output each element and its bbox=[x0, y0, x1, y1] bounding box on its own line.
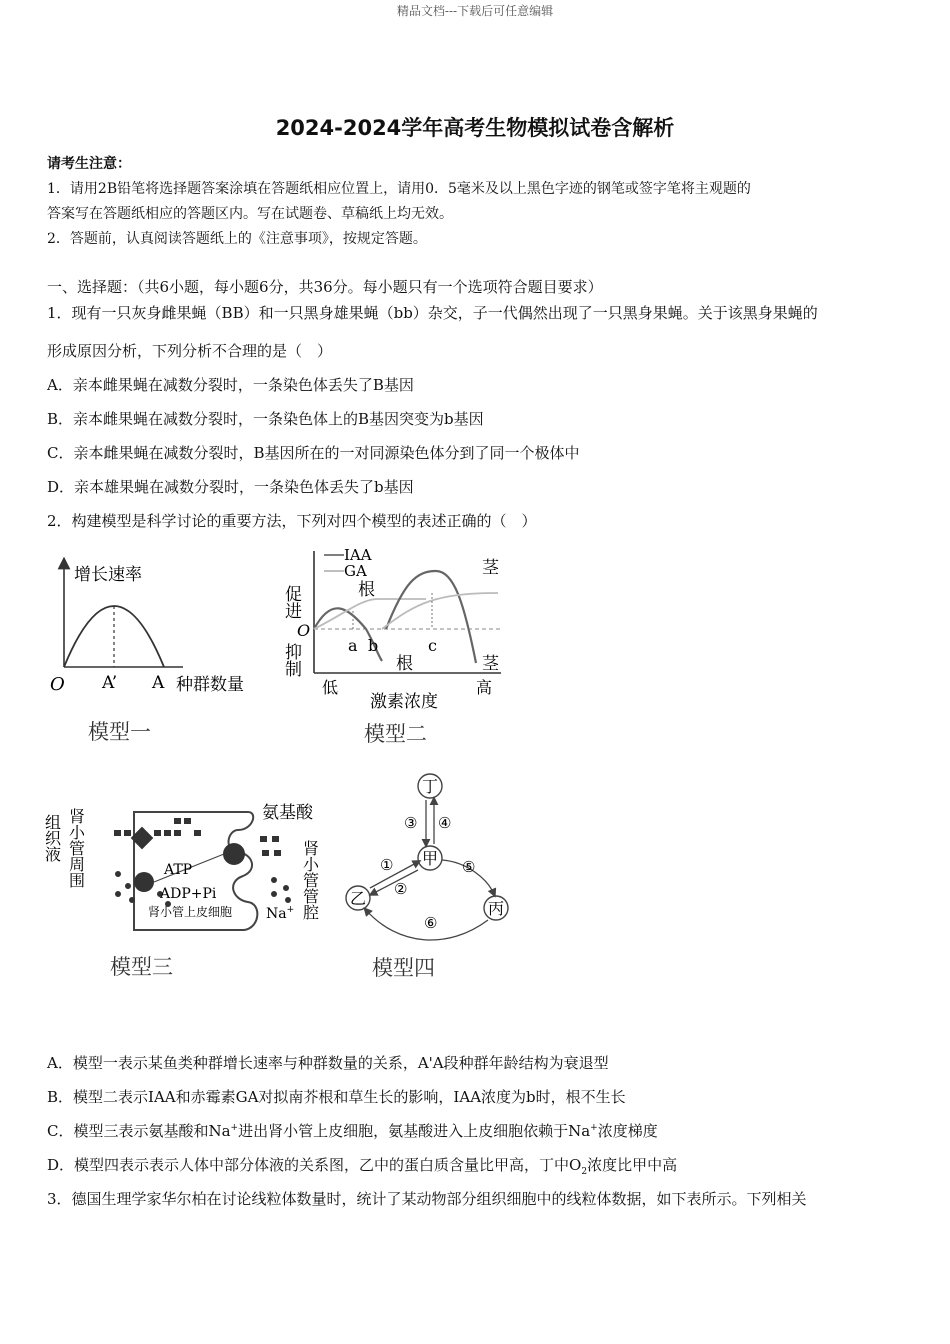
model2-label-a: a bbox=[348, 636, 358, 655]
model4-label-1: ① bbox=[380, 856, 394, 874]
model3-adp: ADP+Pi bbox=[160, 886, 217, 902]
model3-cell-label: 肾小管上皮细胞 bbox=[148, 905, 233, 919]
model2-origin: O bbox=[297, 621, 311, 640]
model3-atp: ATP bbox=[164, 862, 193, 878]
notice-item1-cont: 答案写在答题纸相应的答题区内。写在试题卷、草稿纸上均无效。 bbox=[47, 206, 453, 222]
model1-origin: O bbox=[50, 674, 65, 695]
model3-carrier-circle-right bbox=[223, 843, 245, 865]
model3-right-label: 肾小管管腔 bbox=[300, 840, 320, 920]
model2-xlabel: 激素浓度 bbox=[370, 692, 438, 712]
model3-left-label-2: 肾小管周围 bbox=[66, 808, 86, 888]
model2-caption: 模型二 bbox=[364, 722, 427, 746]
model2-label-c: c bbox=[428, 636, 437, 655]
model4-label-2: ② bbox=[394, 880, 408, 898]
model3-carrier-circle-left bbox=[134, 872, 154, 892]
q1-stem: 1．现有一只灰身雌果蝇（BB）和一只黑身雄果蝇（bb）杂交，子一代偶然出现了一只黑身果蝇。关于该黑身果蝇的 bbox=[47, 304, 818, 322]
model4-bing: 丙 bbox=[488, 899, 505, 918]
q1-option-a: A．亲本雌果蝇在减数分裂时，一条染色体丢失了B基因 bbox=[47, 376, 414, 394]
model4-label-4: ④ bbox=[438, 814, 452, 832]
model1-xlabel: 种群数量 bbox=[176, 675, 244, 695]
q2-option-a: A．模型一表示某鱼类种群增长速率与种群数量的关系，A'A段种群年龄结构为衰退型 bbox=[47, 1054, 609, 1072]
model1-ylabel: 增长速率 bbox=[74, 565, 142, 585]
model2-legend-ga: GA bbox=[344, 562, 367, 580]
section-heading: 一、选择题：（共6小题，每小题6分，共36分。每小题只有一个选项符合题目要求） bbox=[47, 278, 603, 296]
q2-option-d: D．模型四表示表示人体中部分体液的关系图，乙中的蛋白质含量比甲高，丁中$O_2$浓度比甲中高 bbox=[47, 1156, 678, 1177]
notice-item1: 1．请用2B铅笔将选择题答案涂填在答题纸相应位置上，请用0．5毫米及以上黑色字迹的钢笔或签字笔将主观题的 bbox=[47, 181, 751, 197]
model2-root-label-bottom: 根 bbox=[396, 654, 413, 674]
q2-option-b: B．模型二表示IAA和赤霉素GA对拟南芥根和草生长的影响，IAA浓度为b时，根不生长 bbox=[47, 1088, 626, 1106]
q1-option-d: D．亲本雄果蝇在减数分裂时，一条染色体丢失了b基因 bbox=[47, 478, 414, 496]
model4-caption: 模型四 bbox=[372, 956, 435, 980]
model4-jia: 甲 bbox=[422, 849, 439, 868]
model1-tick-a: A bbox=[152, 673, 165, 693]
model1-caption: 模型一 bbox=[88, 720, 151, 744]
q1-stem-cont: 形成原因分析，下列分析不合理的是（ ） bbox=[47, 342, 333, 360]
page-header: 精品文档---下载后可任意编辑 bbox=[396, 4, 554, 18]
model2-x-high: 高 bbox=[476, 678, 493, 697]
model2-legend-iaa: IAA bbox=[344, 546, 372, 564]
model3-left-label-1: 组织液 bbox=[42, 814, 62, 862]
notice-heading: 请考生注意： bbox=[47, 156, 131, 172]
q1-option-c: C．亲本雌果蝇在减数分裂时，B基因所在的一对同源染色体分到了同一个极体中 bbox=[47, 444, 580, 462]
model2-ylabel-bottom: 抑制 bbox=[281, 643, 301, 677]
model2-figure bbox=[281, 543, 516, 753]
model1-figure bbox=[48, 555, 268, 750]
page-title: 2024-2024学年高考生物模拟试卷含解析 bbox=[275, 116, 675, 140]
model3-amino-acid-label: 氨基酸 bbox=[262, 803, 313, 823]
model4-label-5: ⑤ bbox=[462, 858, 476, 876]
model4-ding: 丁 bbox=[422, 777, 439, 796]
q1-option-b: B．亲本雌果蝇在减数分裂时，一条染色体上的B基因突变为b基因 bbox=[47, 410, 484, 428]
model2-ylabel-top: 促进 bbox=[281, 585, 301, 619]
q2-option-c: C．模型三表示氨基酸和Na+进出肾小管上皮细胞，氨基酸进入上皮细胞依赖于Na+浓度梯度 bbox=[47, 1122, 658, 1140]
model4-yi: 乙 bbox=[350, 889, 367, 908]
model4-label-3: ③ bbox=[404, 814, 418, 832]
model2-label-b: b bbox=[368, 636, 379, 655]
model4-figure bbox=[338, 770, 518, 985]
model2-stem-label-bottom: 茎 bbox=[482, 654, 499, 674]
model3-na-label: Na+ bbox=[266, 905, 295, 922]
model4-label-6: ⑥ bbox=[424, 914, 438, 932]
model2-root-label-top: 根 bbox=[358, 580, 375, 600]
model1-tick-a-prime: A’ bbox=[102, 673, 118, 693]
model2-root-ga-curve bbox=[314, 599, 426, 629]
q3-stem: 3．德国生理学家华尔柏在讨论线粒体数量时，统计了某动物部分组织细胞中的线粒体数据，如下表所示。下列相关 bbox=[47, 1190, 807, 1208]
model3-figure bbox=[42, 790, 338, 990]
notice-item2: 2．答题前，认真阅读答题纸上的《注意事项》，按规定答题。 bbox=[47, 231, 427, 247]
model2-stem-label-top: 茎 bbox=[482, 558, 499, 578]
model2-x-low: 低 bbox=[322, 678, 339, 697]
model3-caption: 模型三 bbox=[110, 955, 173, 979]
q2-stem: 2．构建模型是科学讨论的重要方法，下列对四个模型的表述正确的（ ） bbox=[47, 512, 537, 530]
